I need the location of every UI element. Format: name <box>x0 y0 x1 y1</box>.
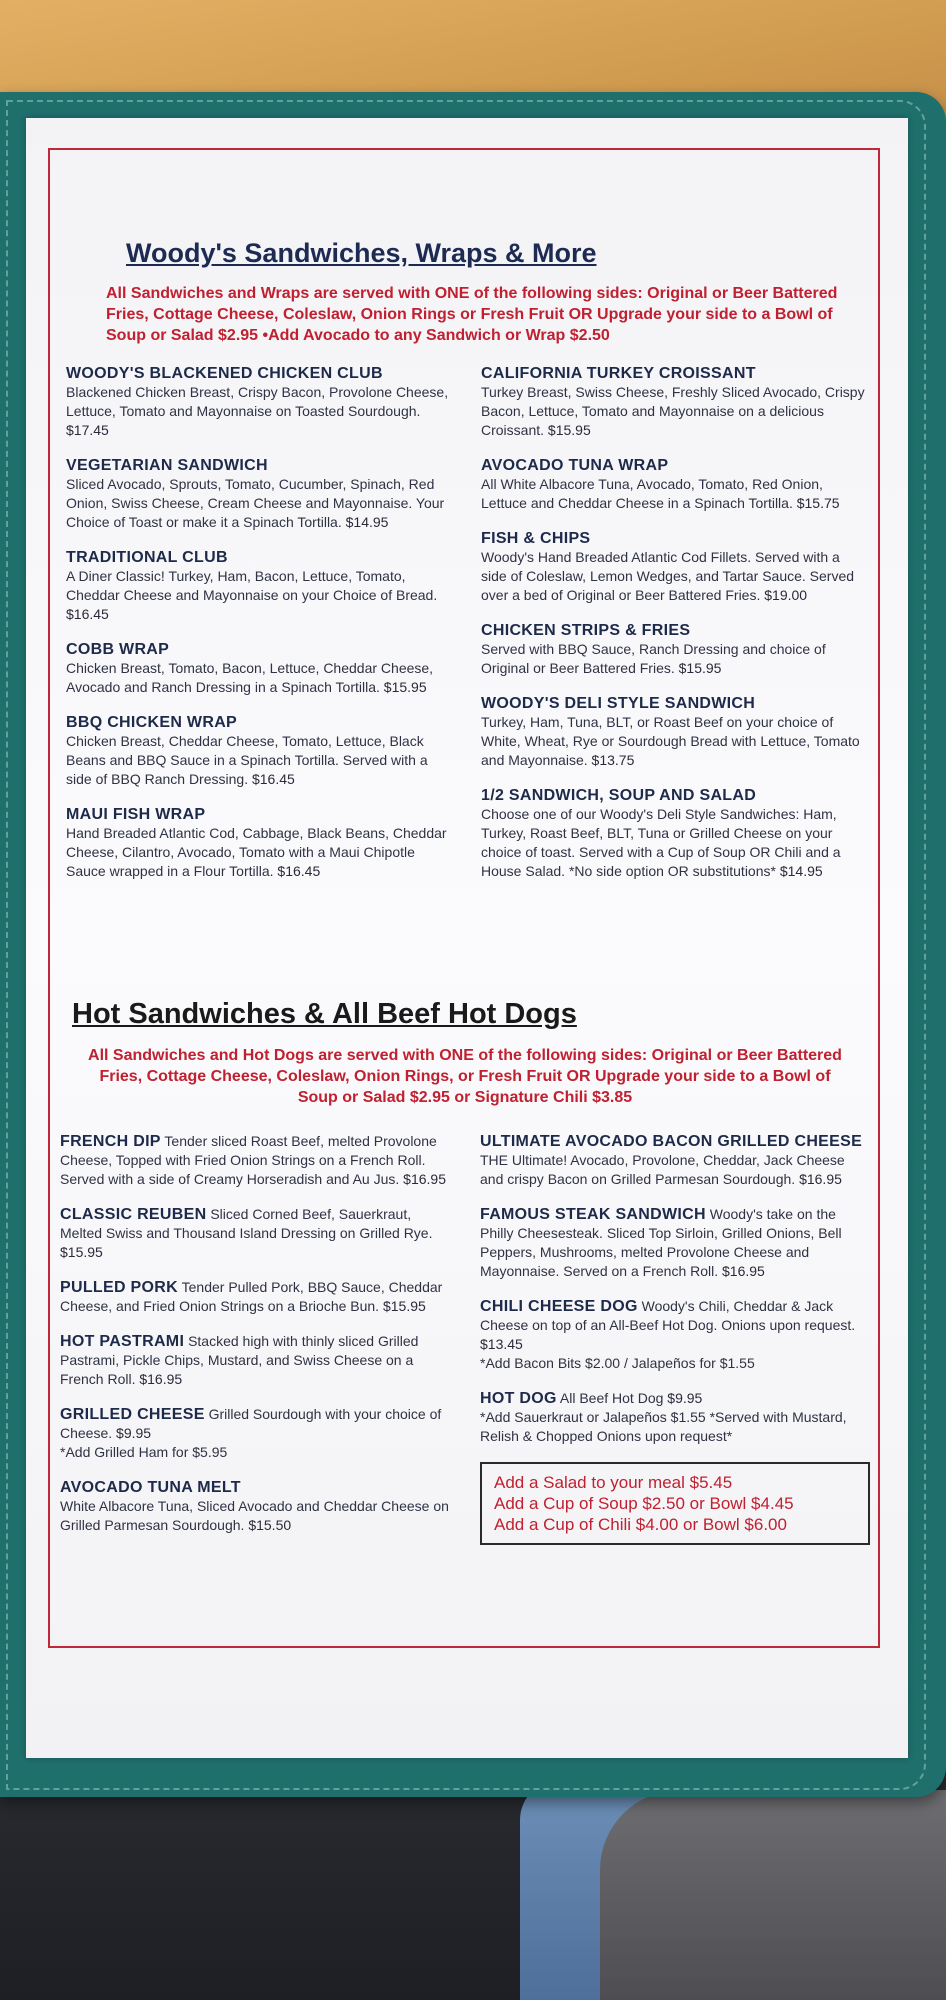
item-desc: Woody's take on the Philly Cheesesteak. Sliced Top Sirloin, Grilled Onions, Bell Peppers, Mushrooms, melted Provolone Cheese and Mayonnaise. Served on a French Roll. <box>480 1206 842 1279</box>
item-price: $19.00 <box>764 587 808 603</box>
section-sandwiches-wraps <box>66 238 866 897</box>
item-name: CLASSIC REUBEN <box>60 1206 207 1223</box>
item-extra: *Add Bacon Bits $2.00 / Jalapeños for $1.55 <box>480 1355 755 1371</box>
sleeve <box>600 1790 946 2000</box>
item-desc: Sliced Avocado, Sprouts, Tomato, Cucumber, Spinach, Red Onion, Swiss Cheese, Cream Cheese and Mayonnaise. Your Choice of Toast or make it a Spinach Tortilla. <box>66 476 445 530</box>
menu-item <box>60 1278 450 1316</box>
item-desc: Woody's Hand Breaded Atlantic Cod Fillets. Served with a side of Coleslaw, Lemon Wedges, and Tartar Sauce. Served over a bed of Original or Beer Battered Fries. <box>481 549 855 603</box>
item-name: AVOCADO TUNA MELT <box>60 1479 241 1496</box>
item-desc: Chicken Breast, Tomato, Bacon, Lettuce, Cheddar Cheese, Avocado and Ranch Dressing in a Spinach Tortilla. <box>66 660 434 695</box>
item-desc: Chicken Breast, Cheddar Cheese, Tomato, Lettuce, Black Beans and BBQ Sauce in a Spinach Tortilla. Served with a side of BBQ Ranch Dressing. <box>66 733 428 787</box>
item-desc: Sliced Corned Beef, Sauerkraut, Melted Swiss and Thousand Island Dressing on Grilled Rye. <box>60 1206 433 1241</box>
menu-columns <box>66 364 866 897</box>
item-price: $13.45 <box>480 1336 523 1352</box>
item-price: $16.95 <box>799 1171 842 1187</box>
item-name: 1/2 SANDWICH, SOUP AND SALAD <box>481 787 757 804</box>
section-hot-sandwiches <box>60 998 870 1551</box>
item-name: VEGETARIAN SANDWICH <box>66 457 268 474</box>
item-price: $15.95 <box>678 660 722 676</box>
item-name: CHICKEN STRIPS & FRIES <box>481 622 691 639</box>
menu-item <box>481 364 866 440</box>
menu-page <box>26 118 908 1758</box>
menu-item <box>480 1132 870 1189</box>
sides-note: All Sandwiches and Wraps are served with ONE of the following sides: Original or Beer Battered Fries, Cottage Cheese, Coleslaw, Onion Rings or Fresh Fruit OR Upgrade your side to a Bowl of Soup or Salad $2.95 •Add Avocado to any Sandwich or Wrap $2.50 <box>106 285 838 344</box>
item-name: CHILI CHEESE DOG <box>480 1298 638 1315</box>
item-desc: Tender sliced Roast Beef, melted Provolone Cheese, Topped with Fried Onion Strings on a French Roll. Served with a side of Creamy Horseradish and Au Jus. <box>60 1133 437 1187</box>
item-price: $9.95 <box>116 1425 152 1441</box>
menu-item <box>66 805 451 881</box>
item-name: MAUI FISH WRAP <box>66 806 206 823</box>
item-price: $15.95 <box>382 1298 426 1314</box>
section-title: Woody's Sandwiches, Wraps & More <box>126 238 597 268</box>
item-price: $15.75 <box>796 495 840 511</box>
menu-item <box>66 364 451 440</box>
menu-item <box>481 456 866 513</box>
addon-line: Add a Salad to your meal $5.45 <box>494 1473 733 1492</box>
addon-line: Add a Cup of Chili $4.00 or Bowl $6.00 <box>494 1515 787 1534</box>
right-column <box>480 1132 870 1551</box>
item-desc: All White Albacore Tuna, Avocado, Tomato, Red Onion, Lettuce and Cheddar Cheese in a Spinach Tortilla. <box>481 476 823 511</box>
item-name: COBB WRAP <box>66 641 170 658</box>
item-price: $9.95 <box>667 1390 703 1406</box>
item-price: $16.45 <box>277 863 321 879</box>
item-desc: Blackened Chicken Breast, Crispy Bacon, Provolone Cheese, Lettuce, Tomato and Mayonnaise on Toasted Sourdough. <box>66 384 449 419</box>
item-desc: Turkey Breast, Swiss Cheese, Freshly Sliced Avocado, Crispy Bacon, Lettuce, Tomato and Mayonnaise on a delicious Croissant. <box>481 384 865 438</box>
item-price: $14.95 <box>345 514 389 530</box>
item-name: PULLED PORK <box>60 1279 178 1296</box>
item-desc: Choose one of our Woody's Deli Style Sandwiches: Ham, Turkey, Roast Beef, BLT, Tuna or Grilled Cheese on your choice of toast. Served with a Cup of Soup OR Chili and a House Salad. *No side option OR substitutions* <box>481 806 841 879</box>
menu-item <box>481 786 866 881</box>
sides-note: All Sandwiches and Hot Dogs are served with ONE of the following sides: Original or Beer Battered Fries, Cottage Cheese, Coleslaw, Onion Rings, or Fresh Fruit OR Upgrade your side to a Bowl of Soup or Salad $2.95 or Signature Chili $3.85 <box>88 1047 842 1106</box>
item-name: WOODY'S BLACKENED CHICKEN CLUB <box>66 365 383 382</box>
item-extra: *Add Sauerkraut or Jalapeños $1.55 *Served with Mustard, Relish & Chopped Onions upon request* <box>480 1409 847 1444</box>
item-desc: THE Ultimate! Avocado, Provolone, Cheddar, Jack Cheese and crispy Bacon on Grilled Parmesan Sourdough. <box>480 1152 845 1187</box>
item-price: $16.45 <box>66 606 109 622</box>
menu-item <box>481 529 866 605</box>
item-desc: Woody's Chili, Cheddar & Jack Cheese on top of an All-Beef Hot Dog. Onions upon request. <box>480 1298 856 1333</box>
item-price: $16.95 <box>403 1171 446 1187</box>
left-column <box>66 364 451 897</box>
item-price: $13.75 <box>591 752 635 768</box>
item-name: BBQ CHICKEN WRAP <box>66 714 238 731</box>
left-column <box>60 1132 450 1551</box>
item-price: $16.95 <box>722 1263 765 1279</box>
menu-item <box>66 713 451 789</box>
menu-item <box>60 1332 450 1389</box>
item-price: $15.95 <box>383 679 427 695</box>
item-name: WOODY'S DELI STYLE SANDWICH <box>481 695 756 712</box>
item-name: AVOCADO TUNA WRAP <box>481 457 669 474</box>
menu-item <box>66 640 451 697</box>
item-desc: Tender Pulled Pork, BBQ Sauce, Cheddar Cheese, and Fried Onion Strings on a Brioche Bun. <box>60 1279 443 1314</box>
menu-columns <box>60 1132 870 1551</box>
right-column <box>481 364 866 897</box>
menu-item <box>481 694 866 770</box>
item-desc: Served with BBQ Sauce, Ranch Dressing and choice of Original or Beer Battered Fries. <box>481 641 826 676</box>
item-price: $15.95 <box>547 422 591 438</box>
item-name: CALIFORNIA TURKEY CROISSANT <box>481 365 756 382</box>
addons-box <box>480 1462 870 1545</box>
item-name: FISH & CHIPS <box>481 530 591 547</box>
item-desc: Turkey, Ham, Tuna, BLT, or Roast Beef on your choice of White, Wheat, Rye or Sourdough Bread with Lettuce, Tomato and Mayonnaise. <box>481 714 860 768</box>
section-title: Hot Sandwiches & All Beef Hot Dogs <box>72 998 577 1030</box>
item-price: $15.50 <box>248 1517 292 1533</box>
menu-item <box>60 1205 450 1262</box>
item-name: ULTIMATE AVOCADO BACON GRILLED CHEESE <box>480 1133 863 1150</box>
menu-item <box>480 1389 870 1446</box>
item-name: FAMOUS STEAK SANDWICH <box>480 1206 706 1223</box>
item-name: GRILLED CHEESE <box>60 1406 205 1423</box>
item-desc: White Albacore Tuna, Sliced Avocado and Cheddar Cheese on Grilled Parmesan Sourdough. <box>60 1498 449 1533</box>
menu-item <box>60 1132 450 1189</box>
item-name: TRADITIONAL CLUB <box>66 549 228 566</box>
item-price: $16.45 <box>251 771 295 787</box>
item-price: $17.45 <box>66 422 109 438</box>
menu-item <box>66 456 451 532</box>
item-name: HOT PASTRAMI <box>60 1333 185 1350</box>
menu-item <box>480 1297 870 1373</box>
item-desc: Hand Breaded Atlantic Cod, Cabbage, Black Beans, Cheddar Cheese, Cilantro, Avocado, Tomato with a Maui Chipotle Sauce wrapped in a Flour Tortilla. <box>66 825 447 879</box>
item-name: FRENCH DIP <box>60 1133 161 1150</box>
item-price: $15.95 <box>60 1244 103 1260</box>
menu-item <box>481 621 866 678</box>
menu-item <box>60 1405 450 1462</box>
item-desc: Grilled Sourdough with your choice of Cheese. <box>60 1406 442 1441</box>
item-price: $16.95 <box>139 1371 183 1387</box>
item-desc: All Beef Hot Dog <box>559 1390 664 1406</box>
item-price: $14.95 <box>779 863 823 879</box>
item-name: HOT DOG <box>480 1390 557 1407</box>
item-desc: Stacked high with thinly sliced Grilled Pastrami, Pickle Chips, Mustard, and Swiss Cheese on a French Roll. <box>60 1333 419 1387</box>
item-extra: *Add Grilled Ham for $5.95 <box>60 1444 228 1460</box>
menu-item <box>60 1478 450 1535</box>
menu-item <box>66 548 451 624</box>
item-desc: A Diner Classic! Turkey, Ham, Bacon, Lettuce, Tomato, Cheddar Cheese and Mayonnaise on your Choice of Bread. <box>66 568 438 603</box>
menu-item <box>480 1205 870 1281</box>
addon-line: Add a Cup of Soup $2.50 or Bowl $4.45 <box>494 1494 794 1513</box>
